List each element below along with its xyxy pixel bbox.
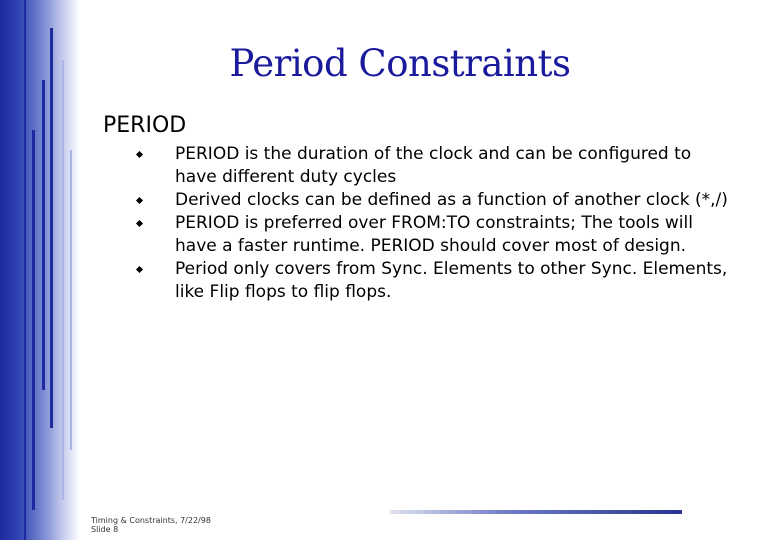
decorative-sidebar [0, 0, 80, 540]
bullet-item [135, 143, 735, 189]
section-heading: PERIOD [103, 113, 187, 138]
bullet-text: Derived clocks can be defined as a function of another clock (*,/) [175, 190, 728, 210]
bullet-item [135, 212, 735, 258]
sidebar-stripe [70, 150, 72, 450]
diamond-bullet-icon [136, 220, 143, 227]
diamond-bullet-icon [136, 151, 143, 158]
bullet-item [135, 189, 735, 212]
bullet-text: Period only covers from Sync. Elements to other Sync. Elements, like Flip flops to flip flops. [175, 259, 728, 302]
footer-divider [390, 510, 682, 514]
footer-line: Timing & Constraints, 7/22/98 [91, 516, 211, 525]
diamond-bullet-icon [136, 197, 143, 204]
bullet-text: PERIOD is the duration of the clock and can be configured to have different duty cycles [175, 144, 692, 187]
slide-number: Slide 8 [91, 525, 119, 534]
slide-title: Period Constraints [229, 42, 571, 85]
sidebar-stripe [24, 0, 26, 540]
bullet-text: PERIOD is preferred over FROM:TO constraints; The tools will have a faster runtime. PERIOD should cover most of design. [175, 213, 693, 256]
sidebar-stripe [62, 60, 64, 500]
sidebar-stripe [50, 28, 53, 428]
sidebar-stripe [42, 80, 45, 390]
bullet-list [135, 143, 735, 304]
slide-footer [91, 516, 211, 534]
bullet-item [135, 258, 735, 304]
diamond-bullet-icon [136, 266, 143, 273]
sidebar-stripe [32, 130, 35, 510]
